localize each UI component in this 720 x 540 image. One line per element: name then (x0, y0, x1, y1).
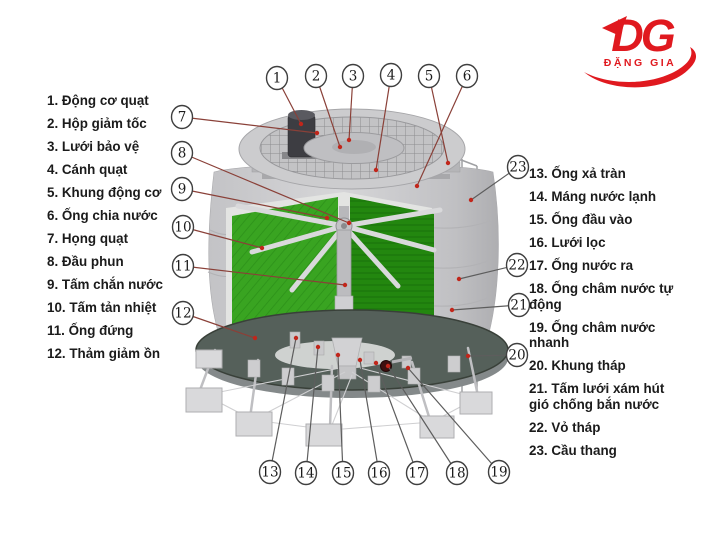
part-item-1: 1. Động cơ quạt (47, 93, 149, 108)
callout-number-5: 5 (424, 68, 434, 85)
part-item-5: 5. Khung động cơ (47, 185, 162, 200)
part-item-12: 12. Thảm giảm ồn (47, 346, 161, 361)
leader-dot-11 (343, 283, 347, 287)
leader-dot-22 (457, 277, 461, 281)
leader-dot-13 (294, 336, 298, 340)
callout-number-23: 23 (509, 159, 527, 176)
part-item-17: 17. Ống nước ra (529, 258, 634, 273)
callout-number-3: 3 (348, 68, 358, 85)
part-item-8: 8. Đầu phun (47, 254, 124, 269)
callout-number-22: 22 (508, 257, 526, 274)
part-item-4: 4. Cánh quạt (47, 162, 128, 177)
part-item-15: 15. Ống đầu vào (529, 212, 633, 227)
callout-number-6: 6 (462, 68, 472, 85)
part-item-10: 10. Tấm tản nhiệt (47, 300, 157, 315)
callout-number-9: 9 (177, 181, 187, 198)
leader-dot-14 (316, 345, 320, 349)
leader-dot-9 (325, 216, 329, 220)
callout-number-17: 17 (408, 465, 426, 482)
leader-dot-16 (358, 358, 362, 362)
gearbox-disc (304, 133, 404, 164)
leader-dot-4 (374, 168, 378, 172)
leader-dot-17 (374, 361, 378, 365)
leader-dot-20 (466, 354, 470, 358)
part-item-18: 18. Ống châm nước tự động (529, 281, 674, 312)
leader-dot-2 (338, 145, 342, 149)
part-item-23: 23. Cầu thang (529, 442, 617, 458)
dang-gia-logo (580, 10, 704, 92)
leader-dot-21 (450, 308, 454, 312)
callout-number-14: 14 (297, 465, 315, 482)
part-item-22: 22. Vỏ tháp (529, 419, 601, 435)
callout-number-16: 16 (370, 465, 388, 482)
callout-number-13: 13 (261, 464, 279, 481)
part-item-19: 19. Ống châm nước nhanh (529, 319, 656, 350)
part-item-7: 7. Họng quạt (47, 231, 129, 246)
part-item-20: 20. Khung tháp (529, 358, 626, 373)
part-item-13: 13. Ống xả tràn (529, 166, 626, 181)
leader-dot-15 (336, 353, 340, 357)
callout-number-21: 21 (510, 297, 528, 314)
callout-number-1: 1 (272, 70, 282, 87)
leader-dot-5 (446, 161, 450, 165)
callout-number-10: 10 (174, 219, 192, 236)
callout-number-18: 18 (448, 465, 466, 482)
callout-number-20: 20 (508, 347, 526, 364)
callout-number-2: 2 (311, 68, 321, 85)
leader-dot-18 (386, 364, 390, 368)
parts-list-right (529, 166, 679, 466)
leader-dot-12 (253, 336, 257, 340)
part-item-3: 3. Lưới bảo vệ (47, 139, 140, 154)
callout-number-7: 7 (177, 109, 187, 126)
part-item-16: 16. Lưới lọc (529, 235, 606, 250)
leader-dot-19 (406, 366, 410, 370)
callout-number-15: 15 (334, 465, 352, 482)
leader-dot-3 (347, 138, 351, 142)
leader-dot-7 (315, 131, 319, 135)
leader-dot-1 (299, 122, 303, 126)
leader-dot-8 (347, 221, 351, 225)
callout-number-4: 4 (386, 67, 396, 84)
logo-company-name: ĐẶNG GIA (603, 57, 677, 69)
part-item-14: 14. Máng nước lạnh (529, 189, 657, 204)
logo-initials: DG (611, 10, 673, 61)
leader-dot-23 (469, 198, 473, 202)
parts-list-left (47, 89, 217, 365)
callout-number-8: 8 (177, 145, 187, 162)
part-item-2: 2. Hộp giảm tốc (47, 116, 147, 131)
part-item-11: 11. Ống đứng (47, 323, 134, 338)
leader-dot-10 (260, 246, 264, 250)
callout-number-11: 11 (174, 258, 192, 275)
leader-dot-6 (415, 184, 419, 188)
part-item-21: 21. Tấm lưới xám hút gió chống bắn nước (529, 381, 665, 412)
callout-number-12: 12 (174, 305, 192, 322)
callout-number-19: 19 (490, 464, 508, 481)
part-item-9: 9. Tấm chắn nước (47, 277, 163, 292)
part-item-6: 6. Ống chia nước (47, 208, 158, 223)
